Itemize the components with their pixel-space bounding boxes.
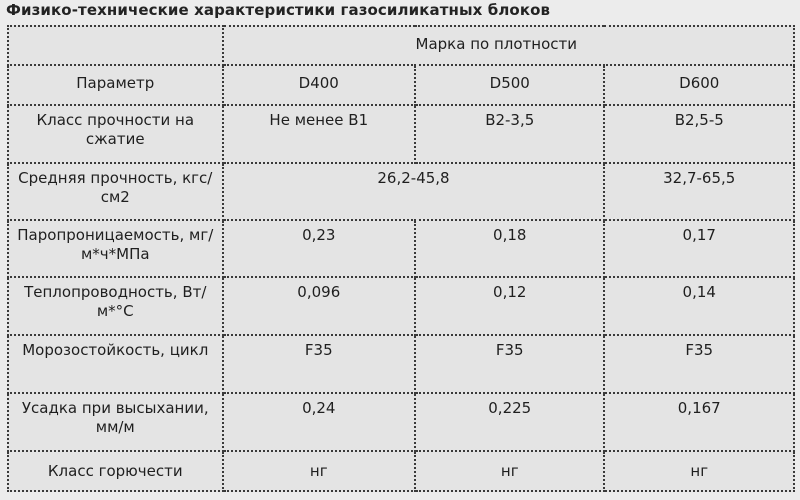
cell-d500: В2-3,5 [415, 105, 604, 163]
row-param: Паропроницаемость, мг/м*ч*МПа [8, 220, 223, 277]
page-title: Физико-технические характеристики газосиликатных блоков [6, 1, 551, 19]
table-row [8, 105, 794, 163]
row-param: Средняя прочность, кгс/см2 [8, 163, 223, 220]
cell-d600: В2,5-5 [604, 105, 794, 163]
row-param: Теплопроводность, Вт/м*°С [8, 277, 223, 335]
cell-d400: Не менее В1 [223, 105, 415, 163]
table-row [8, 451, 794, 491]
param-header: Параметр [8, 65, 223, 105]
cell-d600: 32,7-65,5 [604, 163, 794, 220]
cell-d600: 0,17 [604, 220, 794, 277]
table-row [8, 393, 794, 451]
cell-d600: 0,167 [604, 393, 794, 451]
cell-d400: 0,23 [223, 220, 415, 277]
cell-d400: нг [223, 451, 415, 491]
cell-d500: нг [415, 451, 604, 491]
cell-d600: F35 [604, 335, 794, 393]
cell-d400-d500-merged: 26,2-45,8 [223, 163, 605, 220]
empty-corner-cell [8, 26, 223, 65]
row-param: Класс горючести [8, 451, 223, 491]
cell-d400: 0,24 [223, 393, 415, 451]
table-group-header-row [8, 26, 794, 65]
table-row [8, 163, 794, 220]
row-param: Усадка при высыхании, мм/м [8, 393, 223, 451]
cell-d500: 0,18 [415, 220, 604, 277]
cell-d600: нг [604, 451, 794, 491]
col-header-d600: D600 [604, 65, 794, 105]
cell-d500: 0,12 [415, 277, 604, 335]
row-param: Морозостойкость, цикл [8, 335, 223, 393]
cell-d500: F35 [415, 335, 604, 393]
density-grade-header: Марка по плотности [223, 26, 794, 65]
cell-d600: 0,14 [604, 277, 794, 335]
cell-d400: 0,096 [223, 277, 415, 335]
table-row [8, 277, 794, 335]
col-header-d400: D400 [223, 65, 415, 105]
table-row [8, 335, 794, 393]
cell-d400: F35 [223, 335, 415, 393]
row-param: Класс прочности на сжатие [8, 105, 223, 163]
table-row [8, 220, 794, 277]
properties-table [7, 25, 795, 492]
table-header-row [8, 65, 794, 105]
cell-d500: 0,225 [415, 393, 604, 451]
col-header-d500: D500 [415, 65, 604, 105]
